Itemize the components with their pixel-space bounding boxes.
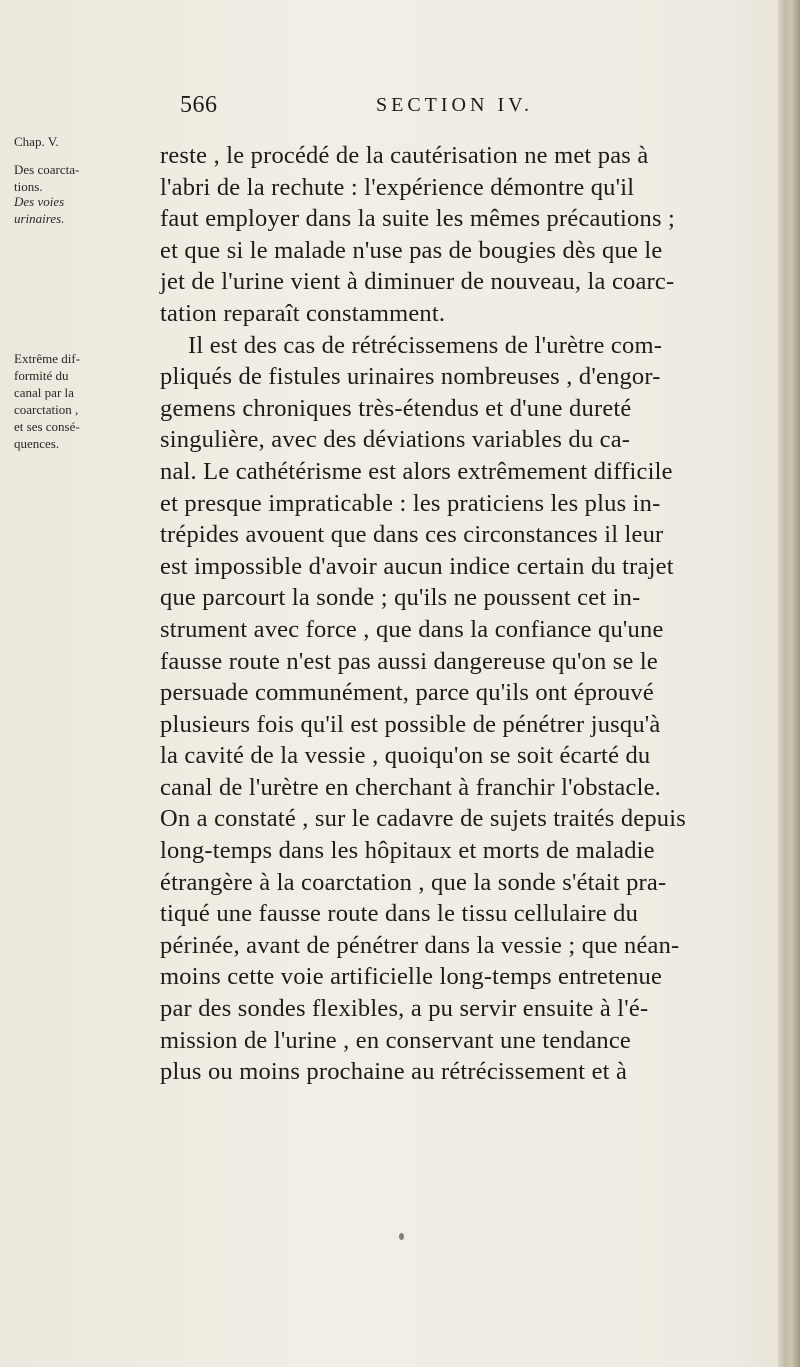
- margin-note-line: canal par la: [14, 385, 74, 400]
- text-line: plusieurs fois qu'il est possible de pénétrer jusqu'à: [160, 710, 661, 738]
- margin-note-line: coarctation ,: [14, 402, 79, 417]
- page-header: [180, 92, 740, 126]
- text-line: périnée, avant de pénétrer dans la vessie ; que néan-: [160, 931, 680, 959]
- text-line: strument avec force , que dans la confiance qu'une: [160, 615, 664, 643]
- margin-note-topic: [14, 350, 110, 452]
- text-line: pliqués de fistules urinaires nombreuses , d'engor-: [160, 363, 661, 391]
- text-line: faut employer dans la suite les mêmes précautions ;: [160, 205, 676, 233]
- text-line: gemens chroniques très-étendus et d'une dureté: [160, 394, 632, 422]
- text-line: mission de l'urine , en conservant une tendance: [160, 1026, 631, 1054]
- text-line: est impossible d'avoir aucun indice certain du trajet: [160, 552, 674, 580]
- text-line: la cavité de la vessie , quoiqu'on se soit écarté du: [160, 742, 651, 770]
- text-line: persuade communément, parce qu'ils ont éprouvé: [160, 679, 654, 707]
- text-line: jet de l'urine vient à diminuer de nouveau, la coarc-: [160, 268, 675, 296]
- margin-note-line: formité du: [14, 368, 69, 383]
- text-line: plus ou moins prochaine au rétrécissement et à: [160, 1058, 628, 1086]
- margin-note-line: Des voies: [14, 194, 65, 209]
- text-line: reste , le procédé de la cautérisation ne met pas à: [160, 142, 649, 169]
- text-line: par des sondes flexibles, a pu servir ensuite à l'é-: [160, 995, 649, 1023]
- text-line: fausse route n'est pas aussi dangereuse qu'on se le: [160, 647, 658, 675]
- paragraph-start-line: Il est des cas de rétrécissemens de l'urètre com-: [188, 331, 663, 359]
- text-line: que parcourt la sonde ; qu'ils ne poussent cet in-: [160, 584, 641, 612]
- text-line: étrangère à la coarctation , que la sonde s'était pra-: [160, 868, 667, 896]
- margin-note-section: [14, 161, 110, 195]
- text-line: On a constaté , sur le cadavre de sujets traités depuis: [160, 805, 687, 833]
- margin-note-subject: [14, 193, 110, 227]
- text-line: l'abri de la rechute : l'expérience démontre qu'il: [160, 173, 635, 201]
- margin-note-line: tions.: [14, 179, 43, 194]
- text-line: long-temps dans les hôpitaux et morts de maladie: [160, 837, 655, 865]
- ink-blot: [399, 1233, 404, 1240]
- margin-note-line: Extrême dif-: [14, 351, 81, 366]
- text-line: tation reparaît constamment.: [160, 299, 446, 327]
- margin-note-line: Des coarcta-: [14, 162, 80, 177]
- running-head: SECTION IV.: [376, 94, 533, 116]
- text-line: moins cette voie artificielle long-temps entretenue: [160, 963, 663, 991]
- text-line: nal. Le cathétérisme est alors extrêmement difficile: [160, 457, 673, 485]
- text-line: et que si le malade n'use pas de bougies dès que le: [160, 236, 663, 264]
- text-line: trépides avouent que dans ces circonstances il leur: [160, 521, 664, 549]
- margin-note-chapter: [14, 133, 110, 150]
- text-line: singulière, avec des déviations variables du ca-: [160, 426, 631, 454]
- text-line: et presque impraticable : les praticiens les plus in-: [160, 489, 661, 517]
- page-edge-shadow: [778, 0, 800, 1367]
- body-text: [160, 140, 756, 1088]
- margin-note-line: Chap. V.: [14, 134, 59, 149]
- page-number: 566: [180, 92, 218, 118]
- text-line: canal de l'urètre en cherchant à franchir l'obstacle.: [160, 773, 661, 801]
- margin-note-line: quences.: [14, 436, 60, 451]
- text-line: tiqué une fausse route dans le tissu cellulaire du: [160, 900, 639, 928]
- margin-note-line: et ses consé-: [14, 419, 80, 434]
- margin-note-line: urinaires.: [14, 211, 65, 226]
